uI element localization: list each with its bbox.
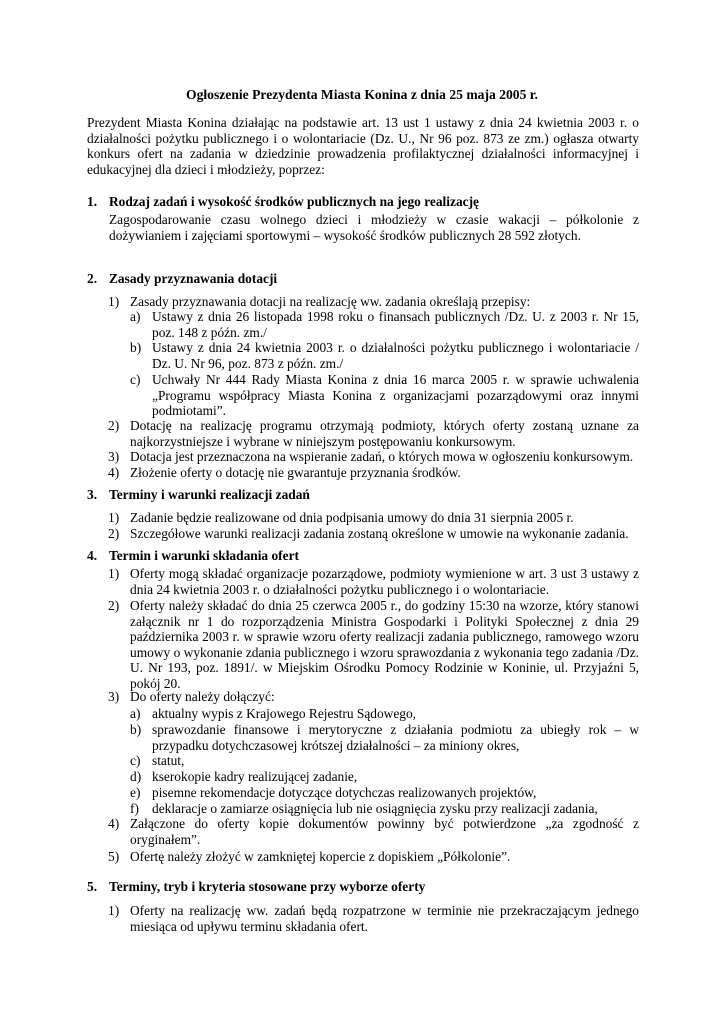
list-item (108, 294, 639, 310)
item-number: 2) (108, 418, 120, 433)
item-text: aktualny wypis z Krajowego Rejestru Sądowego, (152, 706, 417, 721)
item-text: Ustawy z dnia 24 kwietnia 2003 r. o działalności pożytku publicznego i wolontariacie / Dz. U. Nr 96, poz. 873 z późn. zm./ (152, 340, 639, 371)
item-number: 5) (108, 849, 120, 864)
item-text: Dotacja jest przeznaczona na wspieranie zadań, o których mowa w ogłoszeniu konkursowym. (130, 449, 634, 464)
list-item (108, 566, 639, 597)
item-number: 1) (108, 903, 120, 918)
item-number: 3) (108, 449, 120, 464)
item-text: Ustawy z dnia 26 listopada 1998 roku o finansach publicznych /Dz. U. z 2003 r. Nr 15, poz. 148 z późn. zm./ (152, 309, 639, 340)
item-letter: e) (130, 785, 141, 800)
section-number: 2. (87, 271, 98, 286)
item-text: Ofertę należy złożyć w zamkniętej kopercie z dopiskiem „Półkolonie”. (130, 849, 511, 864)
section-5-heading (87, 879, 647, 895)
item-text: statut, (152, 753, 185, 768)
item-number: 1) (108, 566, 120, 581)
list-item (108, 465, 639, 481)
section-title: Termin i warunki składania ofert (109, 548, 299, 563)
list-item (130, 722, 639, 753)
section-2-heading (87, 271, 647, 287)
item-number: 1) (108, 510, 120, 525)
item-letter: b) (130, 340, 142, 355)
list-item (108, 598, 639, 692)
item-letter: b) (130, 722, 142, 737)
section-title: Terminy, tryb i kryteria stosowane przy wyborze oferty (109, 879, 426, 894)
item-text: Oferty mogą składać organizacje pozarządowe, podmioty wymienione w art. 3 ust 3 ustawy z dnia 24 kwietnia 2003 r. o działalności pożytku publicznego i o wolontariacie. (130, 566, 639, 597)
list-item (108, 903, 639, 934)
item-text: Dotację na realizację programu otrzymają podmioty, których oferty zostaną uznane za najkorzystniejsze i wybrane w niniejszym postępowaniu konkursowym. (130, 418, 639, 449)
item-text: deklaracje o zamiarze osiągnięcia lub nie osiągnięcia zysku przy realizacji zadania, (152, 801, 598, 816)
item-number: 1) (108, 294, 120, 309)
list-item (108, 689, 639, 705)
section-number: 1. (87, 194, 98, 209)
section-title: Zasady przyznawania dotacji (109, 271, 278, 286)
list-item (130, 769, 639, 785)
item-text: Zadanie będzie realizowane od dnia podpisania umowy do dnia 31 sierpnia 2005 r. (130, 510, 574, 525)
list-item (108, 418, 639, 449)
item-letter: a) (130, 309, 141, 324)
section-number: 5. (87, 879, 98, 894)
list-item (130, 753, 639, 769)
item-letter: f) (130, 801, 139, 816)
section-1-heading (87, 194, 647, 210)
item-text: sprawozdanie finansowe i merytoryczne z działania podmiotu za ubiegły rok – w przypadku dotychczasowej krótszej działalności – za miniony okres, (152, 722, 639, 753)
list-item (108, 449, 639, 465)
item-text: Zasady przyznawania dotacji na realizację ww. zadania określają przepisy: (130, 294, 531, 309)
item-letter: c) (130, 753, 141, 768)
section-3-heading (87, 487, 647, 503)
item-text: Oferty na realizację ww. zadań będą rozpatrzone w terminie nie przekraczającym jednego miesiąca od upływu terminu składania ofert. (130, 903, 639, 934)
item-letter: a) (130, 706, 141, 721)
item-letter: d) (130, 769, 142, 784)
item-number: 2) (108, 526, 120, 541)
section-title: Rodzaj zadań i wysokość środków publicznych na jego realizację (109, 194, 479, 209)
item-number: 4) (108, 816, 120, 831)
section-number: 3. (87, 487, 98, 502)
item-text: Uchwały Nr 444 Rady Miasta Konina z dnia 16 marca 2005 r. w sprawie uchwalenia „Programu współpracy Miasta Konina z organizacjami pozarządowymi oraz innymi podmiotami”. (152, 372, 639, 419)
item-number: 2) (108, 598, 120, 613)
item-letter: c) (130, 372, 141, 387)
section-4-heading (87, 548, 647, 564)
intro-paragraph: Prezydent Miasta Konina działając na podstawie art. 13 ust 1 ustawy z dnia 24 kwietnia 2003 r. o działalności pożytku publicznego i o wolontariacie (Dz. U., Nr 96 poz. 873 ze zm.) ogłasza otwarty konkurs ofert na zadania w dziedzinie prowadzenia profilaktycznej działalności informacyjnej i edukacyjnej dla dzieci i młodzieży, poprzez: (87, 115, 639, 177)
item-number: 3) (108, 689, 120, 704)
section-1-body: Zagospodarowanie czasu wolnego dzieci i młodzieży w czasie wakacji – półkolonie z dożywianiem i zajęciami sportowymi – wysokość środków publicznych 28 592 złotych. (109, 212, 639, 243)
item-text: Złożenie oferty o dotację nie gwarantuje przyznania środków. (130, 465, 461, 480)
list-item (130, 706, 639, 722)
list-item (130, 801, 639, 817)
item-text: Załączone do oferty kopie dokumentów powinny być potwierdzone „za zgodność z oryginałem”. (130, 816, 639, 847)
list-item (130, 372, 639, 419)
item-text: Oferty należy składać do dnia 25 czerwca 2005 r., do godziny 15:30 na wzorze, który stanowi załącznik nr 1 do rozporządzenia Ministra Gospodarki i Polityki Społecznej z dnia 29 października 2003 r. w sprawie wzoru oferty realizacji zadania publicznego, ramowego wzoru umowy o wykonanie zdania publicznego i wzoru sprawozdania z wykonania tego zadania /Dz. U. Nr 193, poz. 1891/. w Miejskim Ośrodku Pomocy Rodzinie w Koninie, ul. Przyjaźni 5, pokój 20. (130, 598, 639, 691)
list-item (130, 309, 639, 340)
item-number: 4) (108, 465, 120, 480)
item-text: pisemne rekomendacje dotyczące dotychczas realizowanych projektów, (152, 785, 537, 800)
list-item (130, 340, 639, 371)
list-item (108, 510, 639, 526)
list-item (108, 526, 639, 542)
list-item (108, 849, 639, 865)
document-title: Ogłoszenie Prezydenta Miasta Konina z dnia 25 maja 2005 r. (186, 87, 538, 102)
item-text: Szczegółowe warunki realizacji zadania zostaną określone w umowie na wykonanie zadania. (130, 526, 629, 541)
section-title: Terminy i warunki realizacji zadań (109, 487, 310, 502)
section-number: 4. (87, 548, 98, 563)
item-text: Do oferty należy dołączyć: (130, 689, 275, 704)
list-item (108, 816, 639, 847)
list-item (130, 785, 639, 801)
item-text: kserokopie kadry realizującej zadanie, (152, 769, 358, 784)
